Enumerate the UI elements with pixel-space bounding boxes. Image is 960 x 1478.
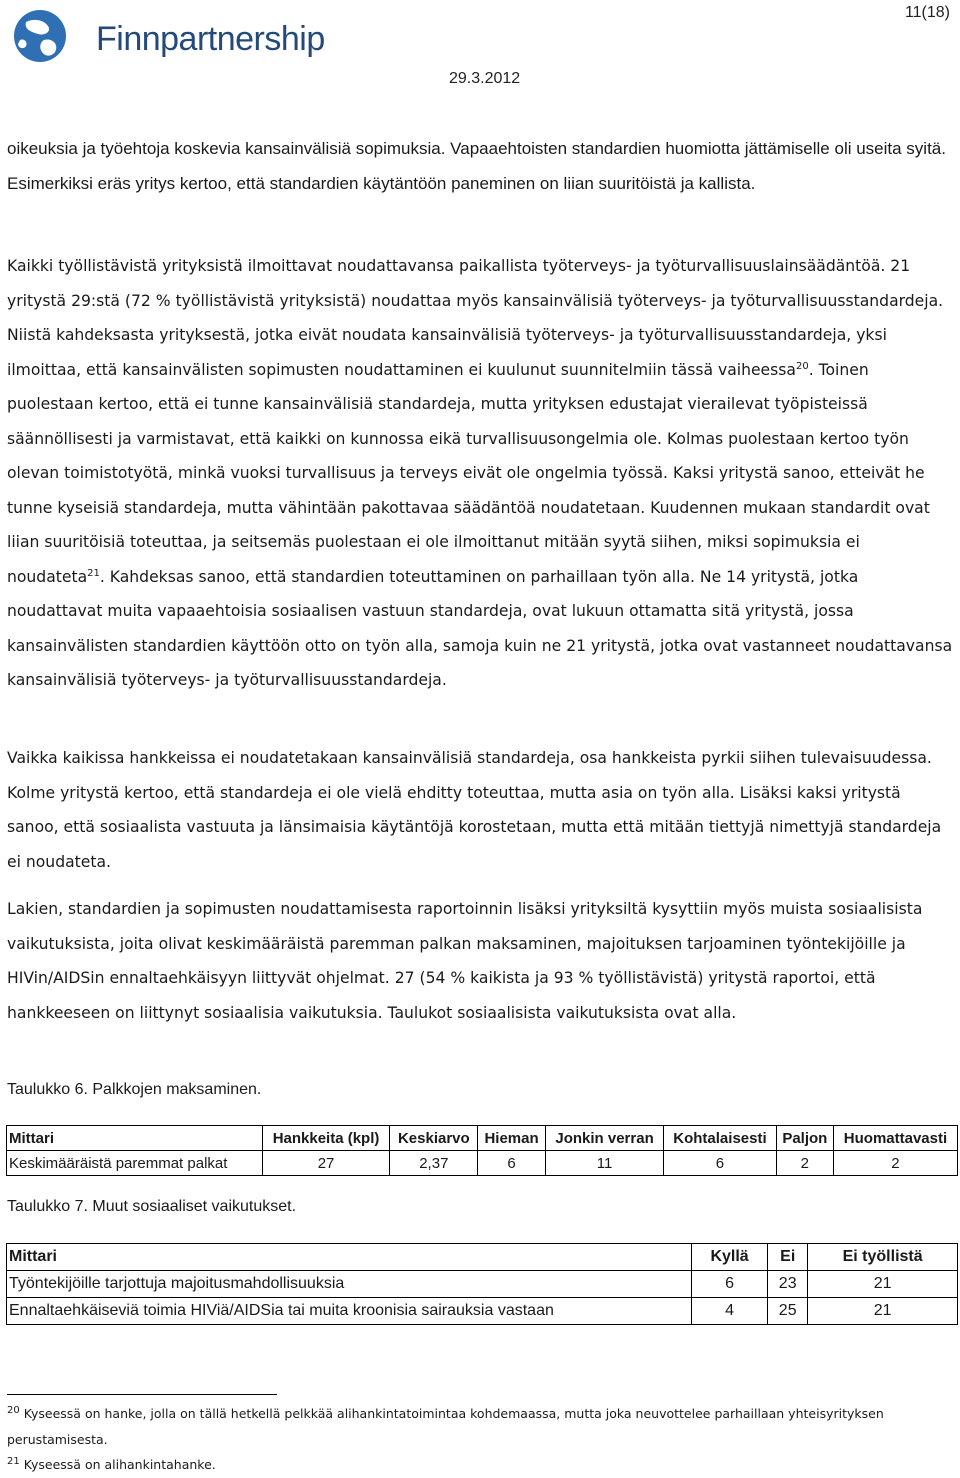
paragraph-2-part-a: Kaikki työllistävistä yrityksistä ilmoittavat noudattavansa paikallista työterveys- ja työturvallisuuslainsäädäntöä. 21 yritystä 29:stä (72 % työllistävistä yrityksistä) noudattaa myös kansainvälisiä työterveys- ja työturvallisuusstandardeja. Niistä kahdeksasta yrityksestä, jotka eivät noudata kansainvälisiä työterveys- ja työturvallisuusstandardeja, yksi ilmoittaa, että kansainvälisten sopimusten noudattaminen ei kuulunut suunnitelmiin tässä vaiheessa <box>7 257 944 379</box>
table-cell: Keskimääräistä paremmat palkat <box>7 1151 263 1176</box>
table-cell: 23 <box>768 1271 808 1298</box>
table-7 <box>6 1243 958 1325</box>
paragraph-1: oikeuksia ja työehtoja koskevia kansainvälisiä sopimuksia. Vapaaehtoisten standardien huomiotta jättämiselle oli useita syitä. Esimerkiksi eräs yritys kertoo, että standardien käytäntöön paneminen on liian suuritöistä ja kallista. <box>7 139 946 193</box>
table-header-cell: Ei työllistä <box>808 1244 958 1271</box>
paragraph-3: Vaikka kaikissa hankkeissa ei noudatetakaan kansainvälisiä standardeja, osa hankkeista pyrkii siihen tulevaisuudessa. Kolme yritystä kertoo, että standardeja ei ole vielä ehditty toteuttaa, mutta asia on työn alla. Lisäksi kaksi yritystä sanoo, että sosiaalista vastuuta ja länsimaisia käytäntöjä korostetaan, mutta että mitään tiettyjä nimettyjä standardeja ei noudateta. <box>7 749 942 871</box>
table-header-row <box>7 1244 958 1271</box>
table-row <box>7 1298 958 1325</box>
paragraph-2-part-c: . Kahdeksas sanoo, että standardien toteuttaminen on parhaillaan työn alla. Ne 14 yritystä, jotka noudattavat muita vapaaehtoisia sosiaalisen vastuun standardeja, ovat lukuun ottamatta sitä yritystä, jossa kansainvälisten standardien käyttöön otto on työn alla, samoja kuin ne 21 yritystä, jotka ovat vastanneet noudattavansa kansainvälisiä työterveys- ja työturvallisuusstandardeja. <box>7 567 953 689</box>
finnpartnership-logo <box>6 4 336 66</box>
table-header-cell: Kohtalaisesti <box>664 1126 777 1151</box>
table-cell: Ennaltaehkäiseviä toimia HIViä/AIDSia tai muita kroonisia sairauksia vastaan <box>7 1298 692 1325</box>
table-header-cell: Jonkin verran <box>545 1126 663 1151</box>
footnote-number: 21 <box>7 1455 20 1467</box>
logo-text: Finnpartnership <box>96 20 325 58</box>
table-header-cell: Hankkeita (kpl) <box>262 1126 390 1151</box>
table-cell: 2 <box>776 1151 833 1176</box>
table-cell: 6 <box>692 1271 768 1298</box>
table-header-cell: Mittari <box>7 1244 692 1271</box>
table-6 <box>6 1125 958 1176</box>
table-header-cell: Paljon <box>776 1126 833 1151</box>
table-cell: 25 <box>768 1298 808 1325</box>
globe-icon <box>6 4 86 66</box>
table-cell: 2 <box>833 1151 957 1176</box>
footnote-20 <box>7 1401 955 1453</box>
paragraph-2 <box>7 249 955 698</box>
table-cell: 2,37 <box>390 1151 478 1176</box>
footnote-ref-21: 21 <box>87 567 100 579</box>
table-header-cell: Huomattavasti <box>833 1126 957 1151</box>
table-row <box>7 1151 958 1176</box>
footnote-number: 20 <box>7 1404 20 1416</box>
footnote-ref-20: 20 <box>795 360 809 372</box>
table-row <box>7 1271 958 1298</box>
table-header-cell: Mittari <box>7 1126 263 1151</box>
table-header-cell: Ei <box>768 1244 808 1271</box>
table-cell: Työntekijöille tarjottuja majoitusmahdollisuuksia <box>7 1271 692 1298</box>
document-date: 29.3.2012 <box>449 70 521 87</box>
table-cell: 6 <box>664 1151 777 1176</box>
paragraph-4: Lakien, standardien ja sopimusten noudattamisesta raportoinnin lisäksi yrityksiltä kysyttiin myös muista sosiaalisista vaikutuksista, joita olivat keskimääräistä paremman palkan maksaminen, majoituksen tarjoaminen työntekijöille ja HIVin/AIDSin ennaltaehkäisyyn liittyvät ohjelmat. 27 (54 % kaikista ja 93 % työllistävistä) yritystä raportoi, että hankkeeseen on liittynyt sosiaalisia vaikutuksia. Taulukot sosiaalisista vaikutuksista ovat alla. <box>7 900 923 1022</box>
table-cell: 21 <box>808 1271 958 1298</box>
table-header-cell: Keskiarvo <box>390 1126 478 1151</box>
table-6-caption: Taulukko 6. Palkkojen maksaminen. <box>7 1081 262 1098</box>
footnote-text: Kyseessä on hanke, jolla on tällä hetkellä pelkkää alihankintatoimintaa kohdemaassa, mutta joka neuvottelee parhaillaan yhteisyrityksen perustamisesta. <box>7 1406 884 1447</box>
table-cell: 27 <box>262 1151 390 1176</box>
table-header-row <box>7 1126 958 1151</box>
table-header-cell: Kyllä <box>692 1244 768 1271</box>
footnote-21 <box>7 1452 955 1478</box>
table-7-caption: Taulukko 7. Muut sosiaaliset vaikutukset. <box>7 1198 297 1215</box>
page-number: 11(18) <box>904 4 950 21</box>
table-cell: 4 <box>692 1298 768 1325</box>
table-cell: 6 <box>478 1151 546 1176</box>
table-cell: 11 <box>545 1151 663 1176</box>
footnote-divider <box>7 1394 277 1395</box>
table-cell: 21 <box>808 1298 958 1325</box>
footnote-text: Kyseessä on alihankintahanke. <box>19 1457 216 1472</box>
table-header-cell: Hieman <box>478 1126 546 1151</box>
paragraph-2-part-b: . Toinen puolestaan kertoo, että ei tunne kansainvälisiä standardeja, mutta yrityksen edustajat vierailevat työpisteissä säännöllisesti ja varmistavat, että kaikki on kunnossa eikä turvallisuusongelmia ole. Kolmas puolestaan kertoo työn olevan toimistotyötä, minkä vuoksi turvallisuus ja terveys eivät ole ongelmia työssä. Kaksi yritystä sanoo, etteivät he tunne kyseisiä standardeja, mutta vähintään pakottavaa säädäntöä noudatetaan. Kuudennen mukaan standardit ovat liian suuritöisiä toteuttaa, ja seitsemäs puolestaan ei ole ilmoittanut mitään syytä siihen, miksi sopimuksia ei noudateta <box>7 360 930 586</box>
